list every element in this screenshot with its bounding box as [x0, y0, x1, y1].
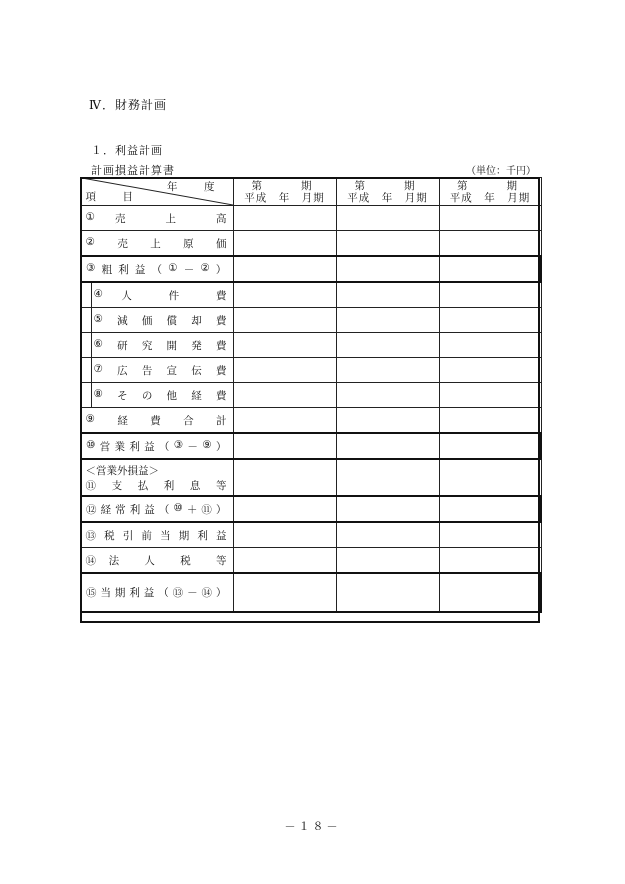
row-sales: [81, 206, 541, 231]
row-label-char: 減: [117, 314, 128, 327]
row-label-char: 宣: [166, 364, 178, 377]
row-label: [86, 413, 233, 428]
row-label-char: ⑨: [85, 412, 95, 425]
period-header-2: [336, 178, 439, 206]
value-cell-period-1[interactable]: [233, 459, 336, 496]
row-label-char: 利: [129, 587, 140, 599]
value-cell-period-2[interactable]: [336, 256, 439, 282]
row-label-cell: [81, 496, 233, 522]
row-operating-income: [81, 433, 541, 459]
period-header-3: [439, 178, 541, 206]
value-cell-period-1[interactable]: [233, 383, 336, 408]
period-date: 平成 年 月期: [449, 191, 531, 204]
row-label-char: ④: [93, 287, 103, 300]
row-label-char: 期: [114, 587, 126, 599]
row-label-char: 売: [117, 237, 128, 250]
row-label-char: 価: [141, 314, 153, 327]
value-cell-period-2[interactable]: [336, 433, 439, 459]
row-label-char: 利: [118, 263, 129, 276]
row-label-char: －: [187, 440, 198, 453]
row-label-char: ⑬: [172, 587, 184, 599]
value-cell-period-1[interactable]: [233, 206, 336, 231]
row-label-char: （: [158, 587, 169, 599]
non-operating-heading: ＜営業外損益＞: [85, 464, 159, 477]
row-label-cell: [81, 522, 233, 548]
row-label-char: ）: [215, 263, 227, 276]
row-label: [94, 313, 233, 328]
row-label-cell: [81, 358, 233, 383]
indent-bar: [91, 333, 92, 357]
row-label-char: ）: [215, 587, 227, 599]
value-cell-period-3[interactable]: [439, 433, 541, 459]
row-label-char: 粗: [101, 263, 113, 276]
row-label: [94, 338, 233, 353]
row-label: [86, 478, 233, 493]
row-label: [86, 211, 233, 226]
row-corporate-tax: [81, 548, 541, 574]
row-label-char: 経: [100, 503, 112, 516]
row-label-char: 上: [150, 237, 161, 250]
row-label-char: 当: [100, 587, 111, 599]
value-cell-period-2[interactable]: [336, 383, 439, 408]
row-label-char: 前: [141, 529, 152, 542]
row-label-char: 益: [134, 263, 146, 276]
row-label-char: ⑪: [201, 503, 212, 516]
sub-title: １．利益計画: [91, 144, 163, 157]
row-cost-of-sales: [81, 231, 541, 257]
value-cell-period-3[interactable]: [439, 548, 541, 574]
row-label-char: 引: [122, 529, 134, 542]
value-cell-period-2[interactable]: [336, 282, 439, 308]
period-date: 平成 年 月期: [347, 191, 428, 204]
row-label-char: 利: [197, 529, 208, 542]
period-date: 平成 年 月期: [244, 191, 325, 204]
row-label-char: 息: [189, 479, 201, 492]
row-label-char: ②: [200, 261, 210, 274]
row-label-cell: [81, 433, 233, 459]
row-other-expenses: [81, 383, 541, 408]
row-label: [86, 262, 233, 277]
value-cell-period-3[interactable]: [439, 459, 541, 496]
row-label-char: ⑤: [93, 312, 103, 325]
row-label-char: 上: [165, 212, 176, 225]
row-label-char: －: [183, 263, 195, 276]
row-label-char: 利: [129, 503, 141, 516]
row-label-char: ⑦: [93, 362, 103, 375]
row-label: [94, 388, 233, 403]
value-cell-period-3[interactable]: [439, 256, 541, 282]
value-cell-period-1[interactable]: [233, 333, 336, 358]
value-cell-period-1[interactable]: [233, 408, 336, 434]
value-cell-period-3[interactable]: [439, 522, 541, 548]
row-label-char: ⑬: [85, 529, 96, 542]
row-label-char: 計: [215, 414, 227, 427]
row-advertising: [81, 358, 541, 383]
row-label-char: 税: [180, 554, 191, 567]
row-label-char: ⑩: [173, 501, 183, 514]
value-cell-period-1[interactable]: [233, 282, 336, 308]
row-label-char: 期: [178, 529, 190, 542]
value-cell-period-3[interactable]: [439, 496, 541, 522]
row-label-cell: [81, 282, 233, 308]
row-label: [86, 236, 233, 251]
row-label-char: 経: [191, 389, 202, 402]
row-pretax-income: [81, 522, 541, 548]
row-label-char: ①: [85, 210, 95, 223]
value-cell-period-1[interactable]: [233, 231, 336, 257]
row-label-char: 費: [215, 389, 227, 402]
row-rnd: [81, 333, 541, 358]
indent-bar: [91, 308, 92, 332]
row-label-char: ⑮: [86, 587, 97, 599]
row-label-char: 発: [191, 339, 202, 352]
row-label: [86, 439, 233, 454]
row-label-cell: [81, 548, 233, 574]
row-label-char: ）: [215, 503, 227, 516]
value-cell-period-1[interactable]: [233, 256, 336, 282]
row-label-cell: [81, 383, 233, 408]
row-label-char: 原: [183, 237, 194, 250]
income-statement-table: [80, 177, 540, 623]
row-label-char: －: [187, 587, 198, 599]
value-cell-period-2[interactable]: [336, 522, 439, 548]
row-label-char: 広: [117, 364, 128, 377]
row-ordinary-income: [81, 496, 541, 522]
document-title: 計画損益計算書: [91, 164, 175, 177]
row-label-char: 経: [117, 414, 128, 427]
row-label-char: 告: [141, 364, 153, 377]
row-label-cell: [81, 256, 233, 282]
value-cell-period-3[interactable]: [439, 231, 541, 257]
row-label-char: 究: [141, 339, 153, 352]
row-label-char: 件: [168, 289, 180, 302]
row-label-char: ⑨: [202, 438, 212, 451]
value-cell-period-1[interactable]: [233, 573, 336, 612]
row-label-char: 益: [215, 529, 227, 542]
row-total-expenses: [81, 408, 541, 434]
period-header-1: [233, 178, 336, 206]
value-cell-period-2[interactable]: [336, 333, 439, 358]
value-cell-period-1[interactable]: [233, 496, 336, 522]
row-depreciation: [81, 308, 541, 333]
value-cell-period-2[interactable]: [336, 459, 439, 496]
value-cell-period-3[interactable]: [439, 358, 541, 383]
value-cell-period-3[interactable]: [439, 573, 541, 612]
value-cell-period-2[interactable]: [336, 231, 439, 257]
value-cell-period-1[interactable]: [233, 308, 336, 333]
row-label-char: 業: [114, 440, 126, 453]
row-label-char: そ: [117, 389, 128, 402]
row-label-cell: [81, 408, 233, 434]
row-label-char: の: [141, 389, 153, 402]
row-label-cell: [81, 573, 233, 612]
row-gross-profit: [81, 256, 541, 282]
value-cell-period-2[interactable]: [336, 308, 439, 333]
value-cell-period-2[interactable]: [336, 206, 439, 231]
period-number: 第 期: [457, 179, 523, 192]
row-label-cell: [81, 308, 233, 333]
row-label-char: ⑭: [85, 554, 96, 567]
row-label-char: ⑫: [86, 503, 97, 516]
row-label-char: 常: [115, 503, 126, 516]
row-label-char: 伝: [191, 364, 202, 377]
row-label-char: 費: [215, 364, 227, 377]
page-number: －１８－: [284, 820, 341, 833]
row-label-cell: [81, 333, 233, 358]
row-label-char: ③: [173, 438, 184, 451]
row-label-char: 法: [108, 554, 120, 567]
row-label-char: ⑭: [201, 587, 212, 599]
row-label-char: 営: [99, 440, 111, 453]
value-cell-period-1[interactable]: [233, 522, 336, 548]
row-label-char: 益: [143, 587, 155, 599]
row-label-char: ⑩: [86, 438, 96, 451]
row-label-char: 償: [166, 314, 178, 327]
value-cell-period-3[interactable]: [439, 333, 541, 358]
row-label-char: ⑪: [85, 479, 96, 492]
row-label-cell: [81, 231, 233, 257]
row-label-char: （: [158, 440, 170, 453]
value-cell-period-3[interactable]: [439, 206, 541, 231]
row-label-cell: [81, 459, 233, 496]
header-year: 年 度: [167, 181, 223, 193]
unit-note: （単位：千円）: [466, 166, 536, 177]
row-label-char: 等: [215, 554, 227, 567]
value-cell-period-3[interactable]: [439, 282, 541, 308]
row-label-char: ②: [85, 235, 95, 248]
row-label-char: 他: [166, 389, 178, 402]
row-label-char: 却: [191, 314, 202, 327]
section-title: Ⅳ．財務計画: [89, 98, 167, 112]
value-cell-period-3[interactable]: [439, 383, 541, 408]
row-label-char: 税: [104, 529, 115, 542]
row-label-char: 費: [215, 339, 227, 352]
header-diagonal-cell: [81, 178, 233, 206]
row-label: [86, 528, 233, 543]
row-label: [86, 585, 233, 600]
value-cell-period-2[interactable]: [336, 548, 439, 574]
row-label: [94, 363, 233, 378]
row-label-char: ）: [215, 440, 227, 453]
row-label: [86, 553, 233, 568]
row-label-char: 当: [160, 529, 171, 542]
row-label: [86, 502, 233, 517]
row-label-char: （: [151, 263, 162, 276]
row-label-char: 等: [215, 479, 227, 492]
row-label-char: 人: [121, 289, 132, 302]
row-label-char: ＋: [186, 503, 198, 516]
value-cell-period-3[interactable]: [439, 408, 541, 434]
row-label-char: 益: [144, 440, 155, 453]
row-label-char: 費: [215, 314, 227, 327]
value-cell-period-2[interactable]: [336, 358, 439, 383]
row-label-char: （: [158, 503, 170, 516]
row-label-char: 費: [150, 414, 161, 427]
indent-bar: [91, 383, 92, 407]
value-cell-period-2[interactable]: [336, 573, 439, 612]
row-label-char: 売: [114, 212, 126, 225]
row-label-char: 支: [111, 479, 123, 492]
row-label-char: 利: [129, 440, 140, 453]
row-interest-expense: [81, 459, 541, 496]
row-label-char: 合: [183, 414, 194, 427]
row-label-char: 研: [117, 339, 128, 352]
value-cell-period-1[interactable]: [233, 433, 336, 459]
row-label-char: 利: [163, 479, 175, 492]
indent-bar: [91, 283, 92, 307]
row-label-char: ③: [86, 261, 96, 274]
row-net-income: [81, 573, 541, 612]
value-cell-period-2[interactable]: [336, 496, 439, 522]
row-label-char: 費: [215, 289, 227, 302]
row-label-char: ⑧: [93, 387, 103, 400]
row-label: [94, 288, 233, 303]
value-cell-period-1[interactable]: [233, 548, 336, 574]
row-personnel: [81, 282, 541, 308]
period-number: 第 期: [251, 179, 318, 192]
row-label-char: 払: [137, 479, 149, 492]
row-label-char: ①: [168, 261, 178, 274]
header-row: [81, 178, 541, 206]
header-item: 項 目: [85, 191, 141, 203]
indent-bar: [91, 358, 92, 382]
row-label-char: 益: [144, 503, 155, 516]
row-label-char: 高: [216, 212, 227, 225]
row-label-char: 開: [166, 339, 178, 352]
row-label-char: ⑥: [93, 337, 103, 350]
row-label-char: 価: [215, 237, 227, 250]
row-label-cell: [81, 206, 233, 231]
period-number: 第 期: [354, 179, 421, 192]
value-cell-period-1[interactable]: [233, 358, 336, 383]
value-cell-period-2[interactable]: [336, 408, 439, 434]
value-cell-period-3[interactable]: [439, 308, 541, 333]
row-label-char: 人: [144, 554, 155, 567]
